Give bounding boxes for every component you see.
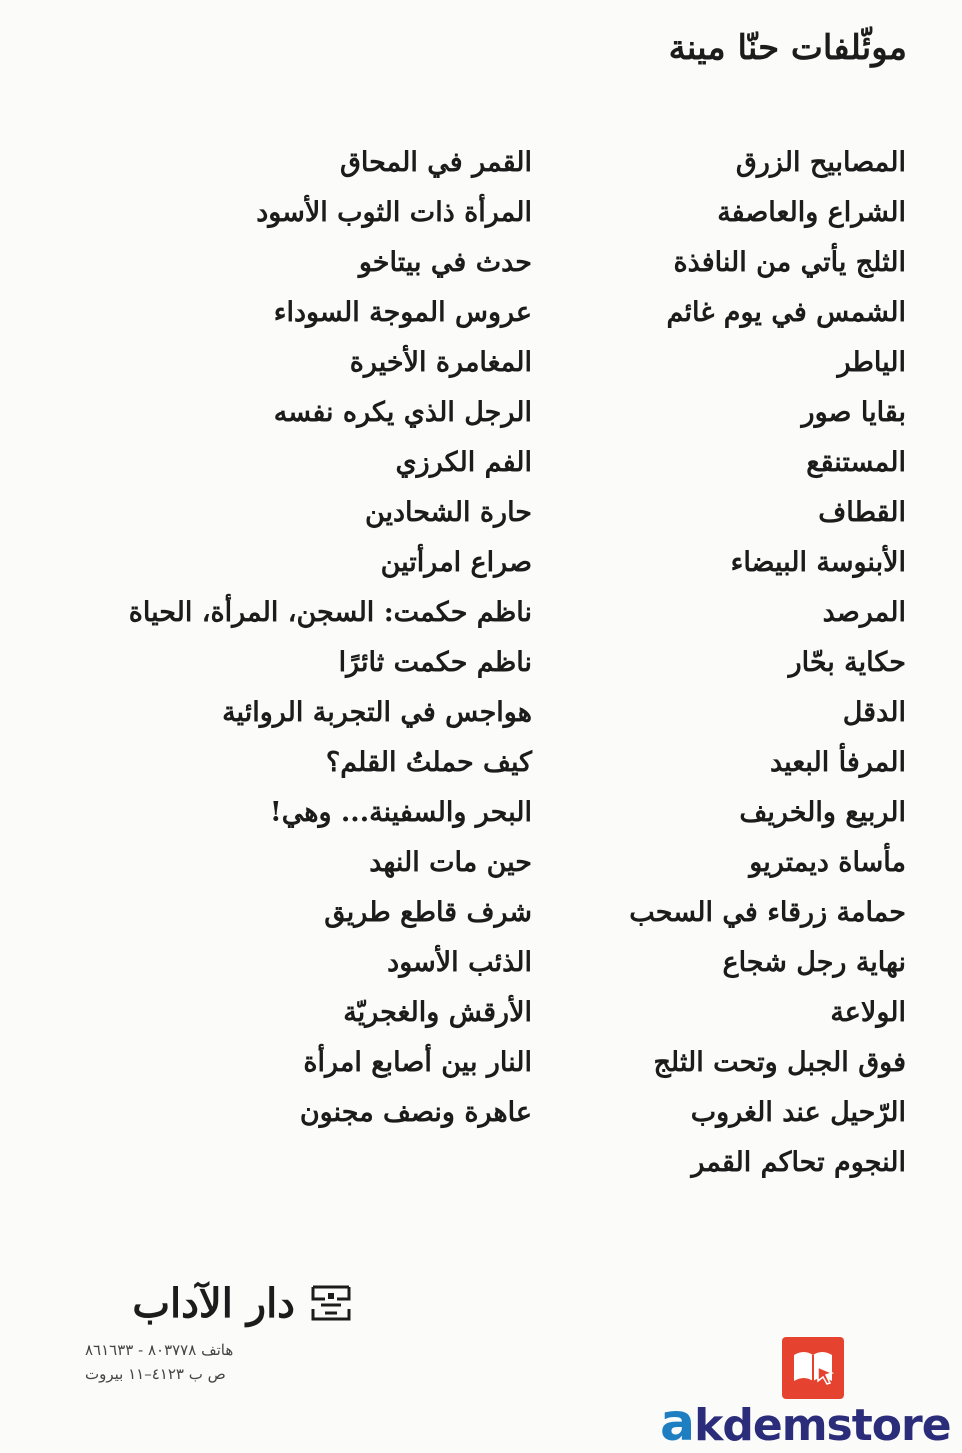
book-list-left [129, 138, 532, 1138]
publisher-phone: هاتف ٨٠٣٧٧٨ - ٨٦١٦٣٣ [85, 1341, 234, 1359]
book-title: الياطر [837, 347, 906, 378]
book-title: نهاية رجل شجاع [722, 947, 906, 978]
store-wordmark [660, 1393, 951, 1453]
book-title: الولاعة [830, 997, 906, 1028]
store-wordmark-text: kdemstore [694, 1400, 951, 1451]
book-title: النار بين أصابع امرأة [303, 1047, 532, 1078]
book-title: حمامة زرقاء في السحب [629, 897, 906, 928]
publisher-logo-icon [307, 1279, 355, 1327]
publisher-name-row [85, 1268, 355, 1338]
book-title: المرأة ذات الثوب الأسود [256, 197, 532, 228]
book-title: الرجل الذي يكره نفسه [273, 397, 532, 428]
book-title: النجوم تحاكم القمر [691, 1147, 906, 1178]
book-title: الثلج يأتي من النافذة [673, 247, 906, 278]
book-title: المستنقع [806, 447, 906, 478]
book-title: حدث في بيتاخو [358, 247, 532, 278]
book-title: فوق الجبل وتحت الثلج [653, 1047, 906, 1078]
store-badge-icon [782, 1337, 844, 1399]
book-title: شرف قاطع طريق [324, 897, 532, 928]
book-title: المصابيح الزرق [735, 147, 906, 178]
book-title: الذئب الأسود [387, 947, 532, 978]
book-title: مأساة ديمتريو [749, 847, 906, 878]
book-title: الأرقش والغجريّة [343, 997, 532, 1028]
book-title: بقايا صور [801, 397, 906, 428]
book-title: حارة الشحادين [364, 497, 532, 528]
book-title: الشراع والعاصفة [717, 197, 906, 228]
publisher-block [85, 1268, 355, 1386]
publisher-address: ص ب ٤١٢٣–١١ بيروت [85, 1365, 226, 1383]
book-title: القطاف [818, 497, 906, 528]
book-title: الرّحيل عند الغروب [690, 1097, 906, 1128]
book-title: الأبنوسة البيضاء [730, 547, 906, 578]
page-title: موئّلفات حنّا مينة [668, 28, 907, 68]
publisher-name: دار الآداب [132, 1279, 295, 1327]
book-title: المرفأ البعيد [770, 747, 906, 778]
book-title: ناظم حكمت: السجن، المرأة، الحياة [128, 597, 532, 628]
book-title: كيف حملتُ القلم؟ [325, 747, 532, 778]
book-title: المرصد [822, 597, 906, 628]
book-title: حكاية بحّار [788, 647, 906, 678]
book-list-right [629, 138, 906, 1188]
book-title: الدقل [842, 697, 906, 728]
book-title: صراع امرأتين [380, 547, 532, 578]
book-title: هواجس في التجربة الروائية [222, 697, 532, 728]
book-title: البحر والسفينة... وهي! [269, 797, 532, 828]
book-title: الفم الكرزي [395, 447, 532, 478]
book-title: الشمس في يوم غائم [666, 297, 906, 328]
book-title: القمر في المحاق [339, 147, 532, 178]
store-wordmark-accent: a [660, 1393, 695, 1453]
book-title: حين مات النهد [369, 847, 532, 878]
book-title: عاهرة ونصف مجنون [299, 1097, 532, 1128]
book-title: المغامرة الأخيرة [349, 347, 532, 378]
book-title: الربيع والخريف [739, 797, 906, 828]
book-title: عروس الموجة السوداء [273, 297, 532, 328]
book-title: ناظم حكمت ثائرًا [338, 647, 532, 678]
